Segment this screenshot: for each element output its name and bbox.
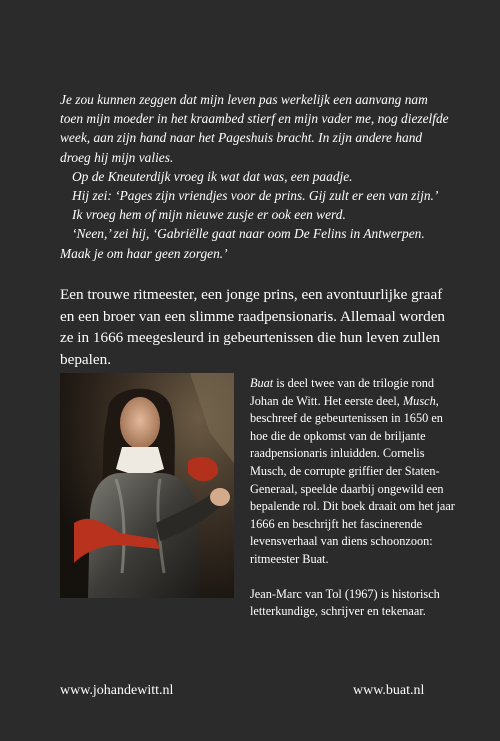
excerpt-paragraph-3: Hij zei: ‘Pages zijn vriendjes voor de prins. Gij zult er een van zijn.’ (72, 188, 439, 204)
excerpt-paragraph-2: Op de Kneuterdijk vroeg ik wat dat was, een paadje. (72, 168, 353, 184)
bio (250, 375, 456, 621)
excerpt (60, 90, 452, 263)
website-link-buat[interactable]: www.buat.nl (353, 683, 425, 698)
excerpt-paragraph-4: Ik vroeg hem of mijn nieuwe zusje er ook een werd. (72, 207, 346, 223)
excerpt-paragraph-1: Je zou kunnen zeggen dat mijn leven pas werkelijk een aanvang nam toen mijn moeder in het kraambed stierf en mijn vader me, nog diezelfde week, aan zijn hand naar het Pageshuis bracht. In zijn andere hand droeg hij mijn valies. (60, 92, 449, 165)
bio-paragraph-2: Jean-Marc van Tol (1967) is historisch letterkundige, schrijver en tekenaar. (250, 586, 440, 619)
bio-title: Buat (250, 376, 274, 390)
bio-text-2: , beschreef de gebeurtenissen in 1650 en hoe die de opkomst van de briljante raadpensionaris inluidden. Cornelis Musch, de corrupte griffier der Staten-Generaal, speelde daarbij ongewild een bepalende rol. Dit boek draait om het jaar 1666 en beschrijft het fascinerende levensverhaal van diens schoonzoon: ritmeester Buat. (250, 393, 455, 566)
blurb: Een trouwe ritmeester, een jonge prins, een avontuurlijke graaf en een broer van een slimme raadpensionaris. Allemaal worden ze in 1666 meegesleurd in gebeurtenissen die hun leven zullen bepalen. (60, 286, 446, 368)
portrait-image (60, 373, 234, 598)
bio-paragraph-1 (250, 375, 456, 569)
website-link-johandewitt[interactable]: www.johandewitt.nl (60, 683, 174, 698)
bio-first-part-title: Musch (402, 393, 436, 408)
excerpt-paragraph-5: ‘Neen,’ zei hij, ‘Gabriëlle gaat naar oom De Felins in Antwerpen. Maak je om haar geen zorgen.’ (60, 226, 425, 261)
bio-text-1: is deel twee van de trilogie rond Johan de Witt. Het eerste deel, (250, 376, 435, 408)
